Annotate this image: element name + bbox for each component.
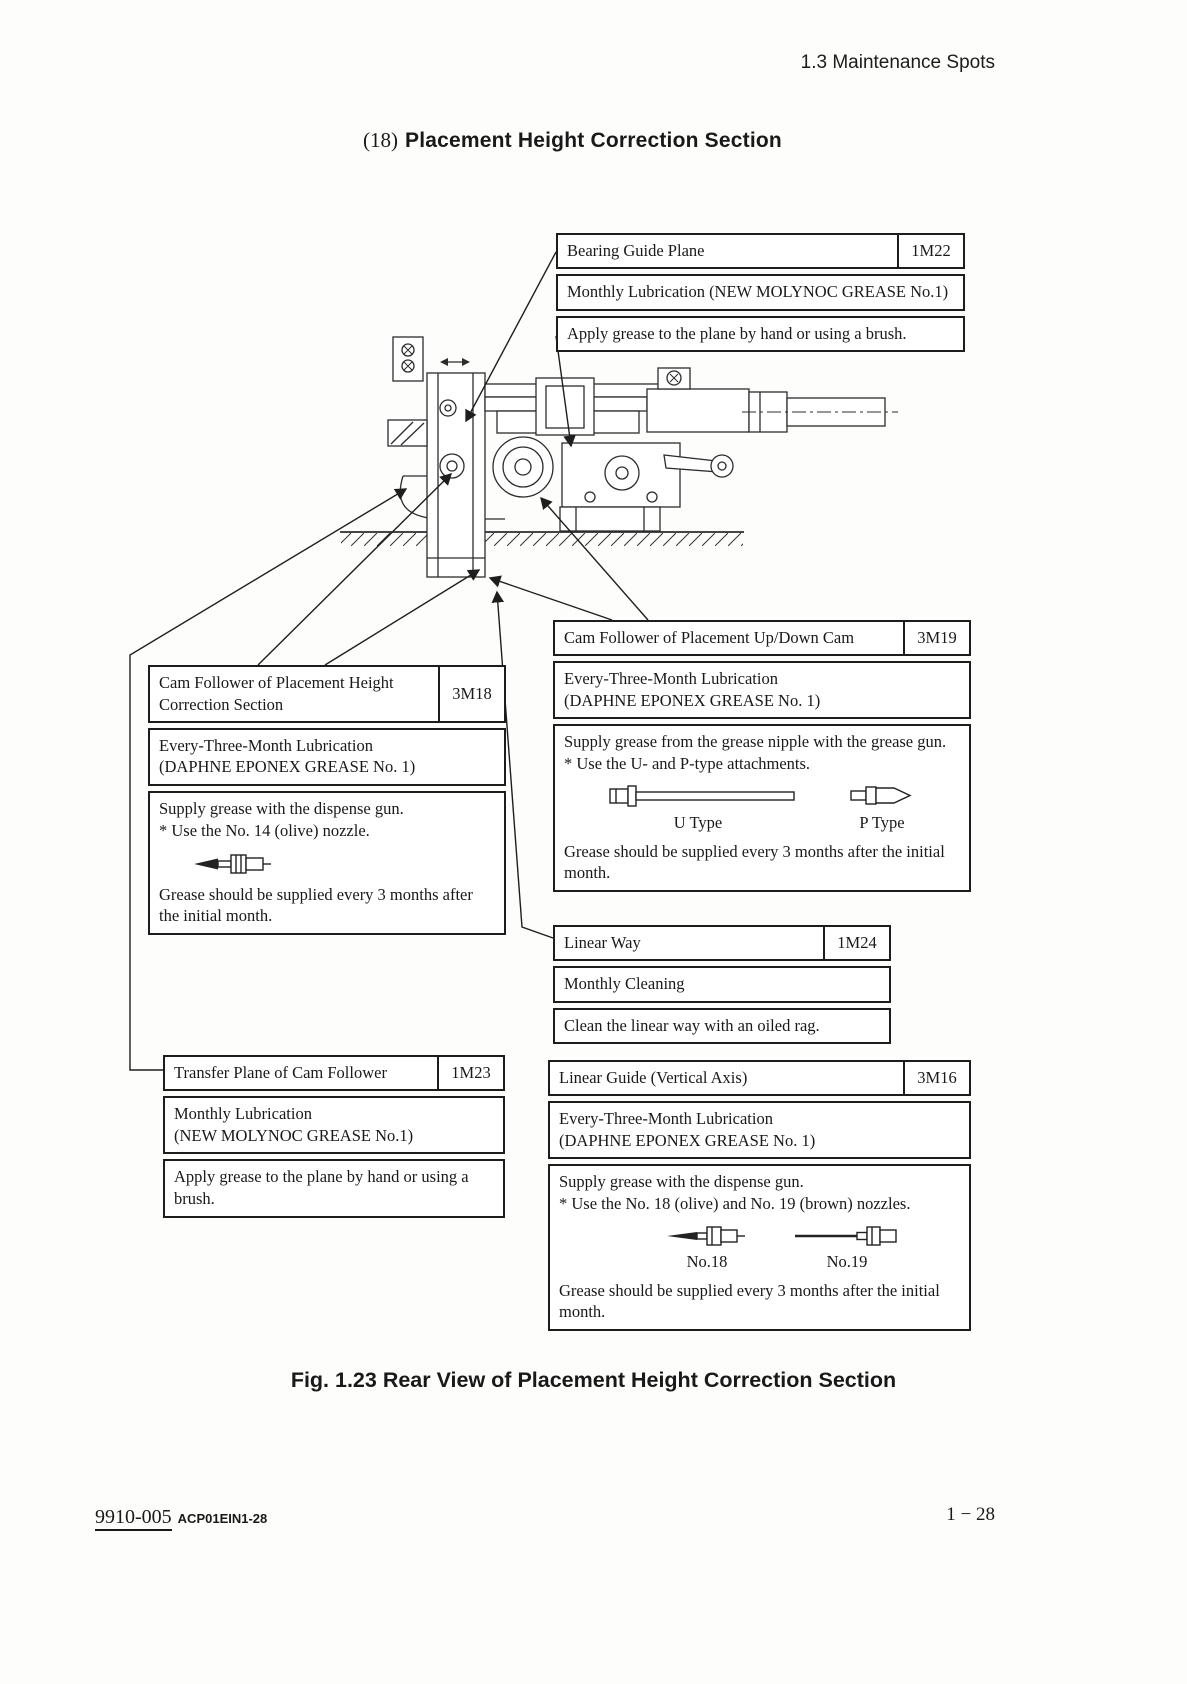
callout-instruction	[553, 724, 971, 892]
callout-bearing-guide-plane	[556, 233, 965, 357]
callout-schedule	[148, 728, 506, 787]
instruction-line: * Use the No. 14 (olive) nozzle.	[159, 820, 370, 840]
callout-instruction	[163, 1159, 505, 1218]
callout-schedule	[556, 274, 965, 311]
callout-header	[553, 620, 971, 656]
callout-header	[148, 665, 506, 723]
nozzle-no18	[667, 1224, 747, 1273]
maintenance-code: 3M18	[438, 667, 504, 721]
callout-title: Cam Follower of Placement Height Correction Section	[159, 673, 394, 714]
callout-instruction	[553, 1008, 891, 1045]
instruction-line: Supply grease from the grease nipple with the grease gun.	[564, 732, 947, 752]
callout-instruction	[548, 1164, 971, 1331]
schedule-line: (DAPHNE EPONEX GREASE No. 1)	[564, 690, 821, 710]
p-type-label: P Type	[859, 812, 905, 832]
callout-title: Linear Way	[564, 933, 641, 952]
schedule-text: Monthly Cleaning	[564, 973, 685, 993]
note-text: Grease should be supplied every 3 months after the initial month.	[564, 841, 945, 883]
u-type-label: U Type	[673, 812, 723, 832]
maintenance-code: 1M22	[897, 235, 963, 267]
callout-transfer-plane	[163, 1055, 505, 1223]
figure-caption: Fig. 1.23 Rear View of Placement Height Correction Section	[290, 1368, 897, 1392]
maintenance-code: 3M19	[903, 622, 969, 654]
callout-title: Linear Guide (Vertical Axis)	[559, 1068, 748, 1087]
callout-cam-follower-height	[148, 665, 506, 940]
callout-schedule	[548, 1101, 971, 1160]
instruction-text: Apply grease to the plane by hand or using a brush.	[567, 323, 907, 343]
nozzle-no19-label: No.19	[826, 1251, 868, 1271]
schedule-line: Monthly Lubrication	[174, 1103, 312, 1123]
callout-header	[163, 1055, 505, 1091]
callout-header	[548, 1060, 971, 1096]
footer-left	[95, 1506, 267, 1529]
schedule-line: (NEW MOLYNOC GREASE No.1)	[174, 1125, 414, 1145]
p-type-attachment	[850, 783, 914, 834]
page-number: 1 − 28	[946, 1504, 995, 1525]
attachment-icons	[598, 783, 960, 834]
grease-nozzle-no18-icon	[667, 1224, 747, 1248]
callout-schedule	[553, 661, 971, 720]
callout-instruction	[556, 316, 965, 353]
schedule-text: Monthly Lubrication (NEW MOLYNOC GREASE No.1)	[567, 281, 949, 301]
schedule-line: (DAPHNE EPONEX GREASE No. 1)	[159, 757, 416, 777]
callout-linear-way	[553, 925, 891, 1049]
instruction-text: Apply grease to the plane by hand or using a brush.	[174, 1167, 469, 1209]
document-subcode: ACP01EIN1-28	[177, 1511, 268, 1526]
title-text: Placement Height Correction Section	[405, 129, 782, 152]
callout-header	[553, 925, 891, 961]
schedule-line: Every-Three-Month Lubrication	[564, 668, 778, 688]
callout-schedule	[163, 1096, 505, 1155]
instruction-line: Supply grease with the dispense gun.	[559, 1172, 804, 1192]
schedule-line: Every-Three-Month Lubrication	[159, 735, 373, 755]
u-type-attachment	[598, 783, 798, 834]
schedule-line: Every-Three-Month Lubrication	[559, 1108, 773, 1128]
note-text: Grease should be supplied every 3 months after the initial month.	[559, 1280, 940, 1322]
callout-title: Bearing Guide Plane	[567, 241, 705, 260]
instruction-text: Clean the linear way with an oiled rag.	[564, 1015, 820, 1035]
instruction-line: * Use the No. 18 (olive) and No. 19 (brown) nozzles.	[559, 1194, 911, 1214]
nozzle-no19	[795, 1224, 899, 1273]
callout-linear-guide	[548, 1060, 971, 1336]
u-type-attachment-icon	[598, 783, 798, 809]
machine-diagram	[330, 325, 910, 615]
callout-title: Transfer Plane of Cam Follower	[174, 1063, 387, 1082]
instruction-line: * Use the U- and P-type attachments.	[564, 754, 811, 774]
callout-schedule	[553, 966, 891, 1003]
schedule-line: (DAPHNE EPONEX GREASE No. 1)	[559, 1130, 816, 1150]
instruction-line: Supply grease with the dispense gun.	[159, 799, 404, 819]
maintenance-code: 1M24	[823, 927, 889, 959]
page-title	[363, 128, 782, 153]
maintenance-code: 3M16	[903, 1062, 969, 1094]
nozzle-icons	[667, 1224, 960, 1273]
document-code: 9910-005	[95, 1506, 172, 1531]
maintenance-code: 1M23	[437, 1057, 503, 1089]
callout-header	[556, 233, 965, 269]
section-header: 1.3 Maintenance Spots	[800, 52, 995, 73]
note-text: Grease should be supplied every 3 months after the initial month.	[159, 884, 473, 926]
title-number: (18)	[363, 128, 398, 152]
p-type-attachment-icon	[850, 783, 914, 809]
nozzle-no18-label: No.18	[686, 1251, 728, 1271]
grease-nozzle-no14-icon	[193, 851, 285, 877]
callout-title: Cam Follower of Placement Up/Down Cam	[564, 628, 855, 647]
grease-nozzle-no19-icon	[795, 1224, 899, 1248]
callout-instruction	[148, 791, 506, 935]
callout-cam-follower-updown	[553, 620, 971, 897]
